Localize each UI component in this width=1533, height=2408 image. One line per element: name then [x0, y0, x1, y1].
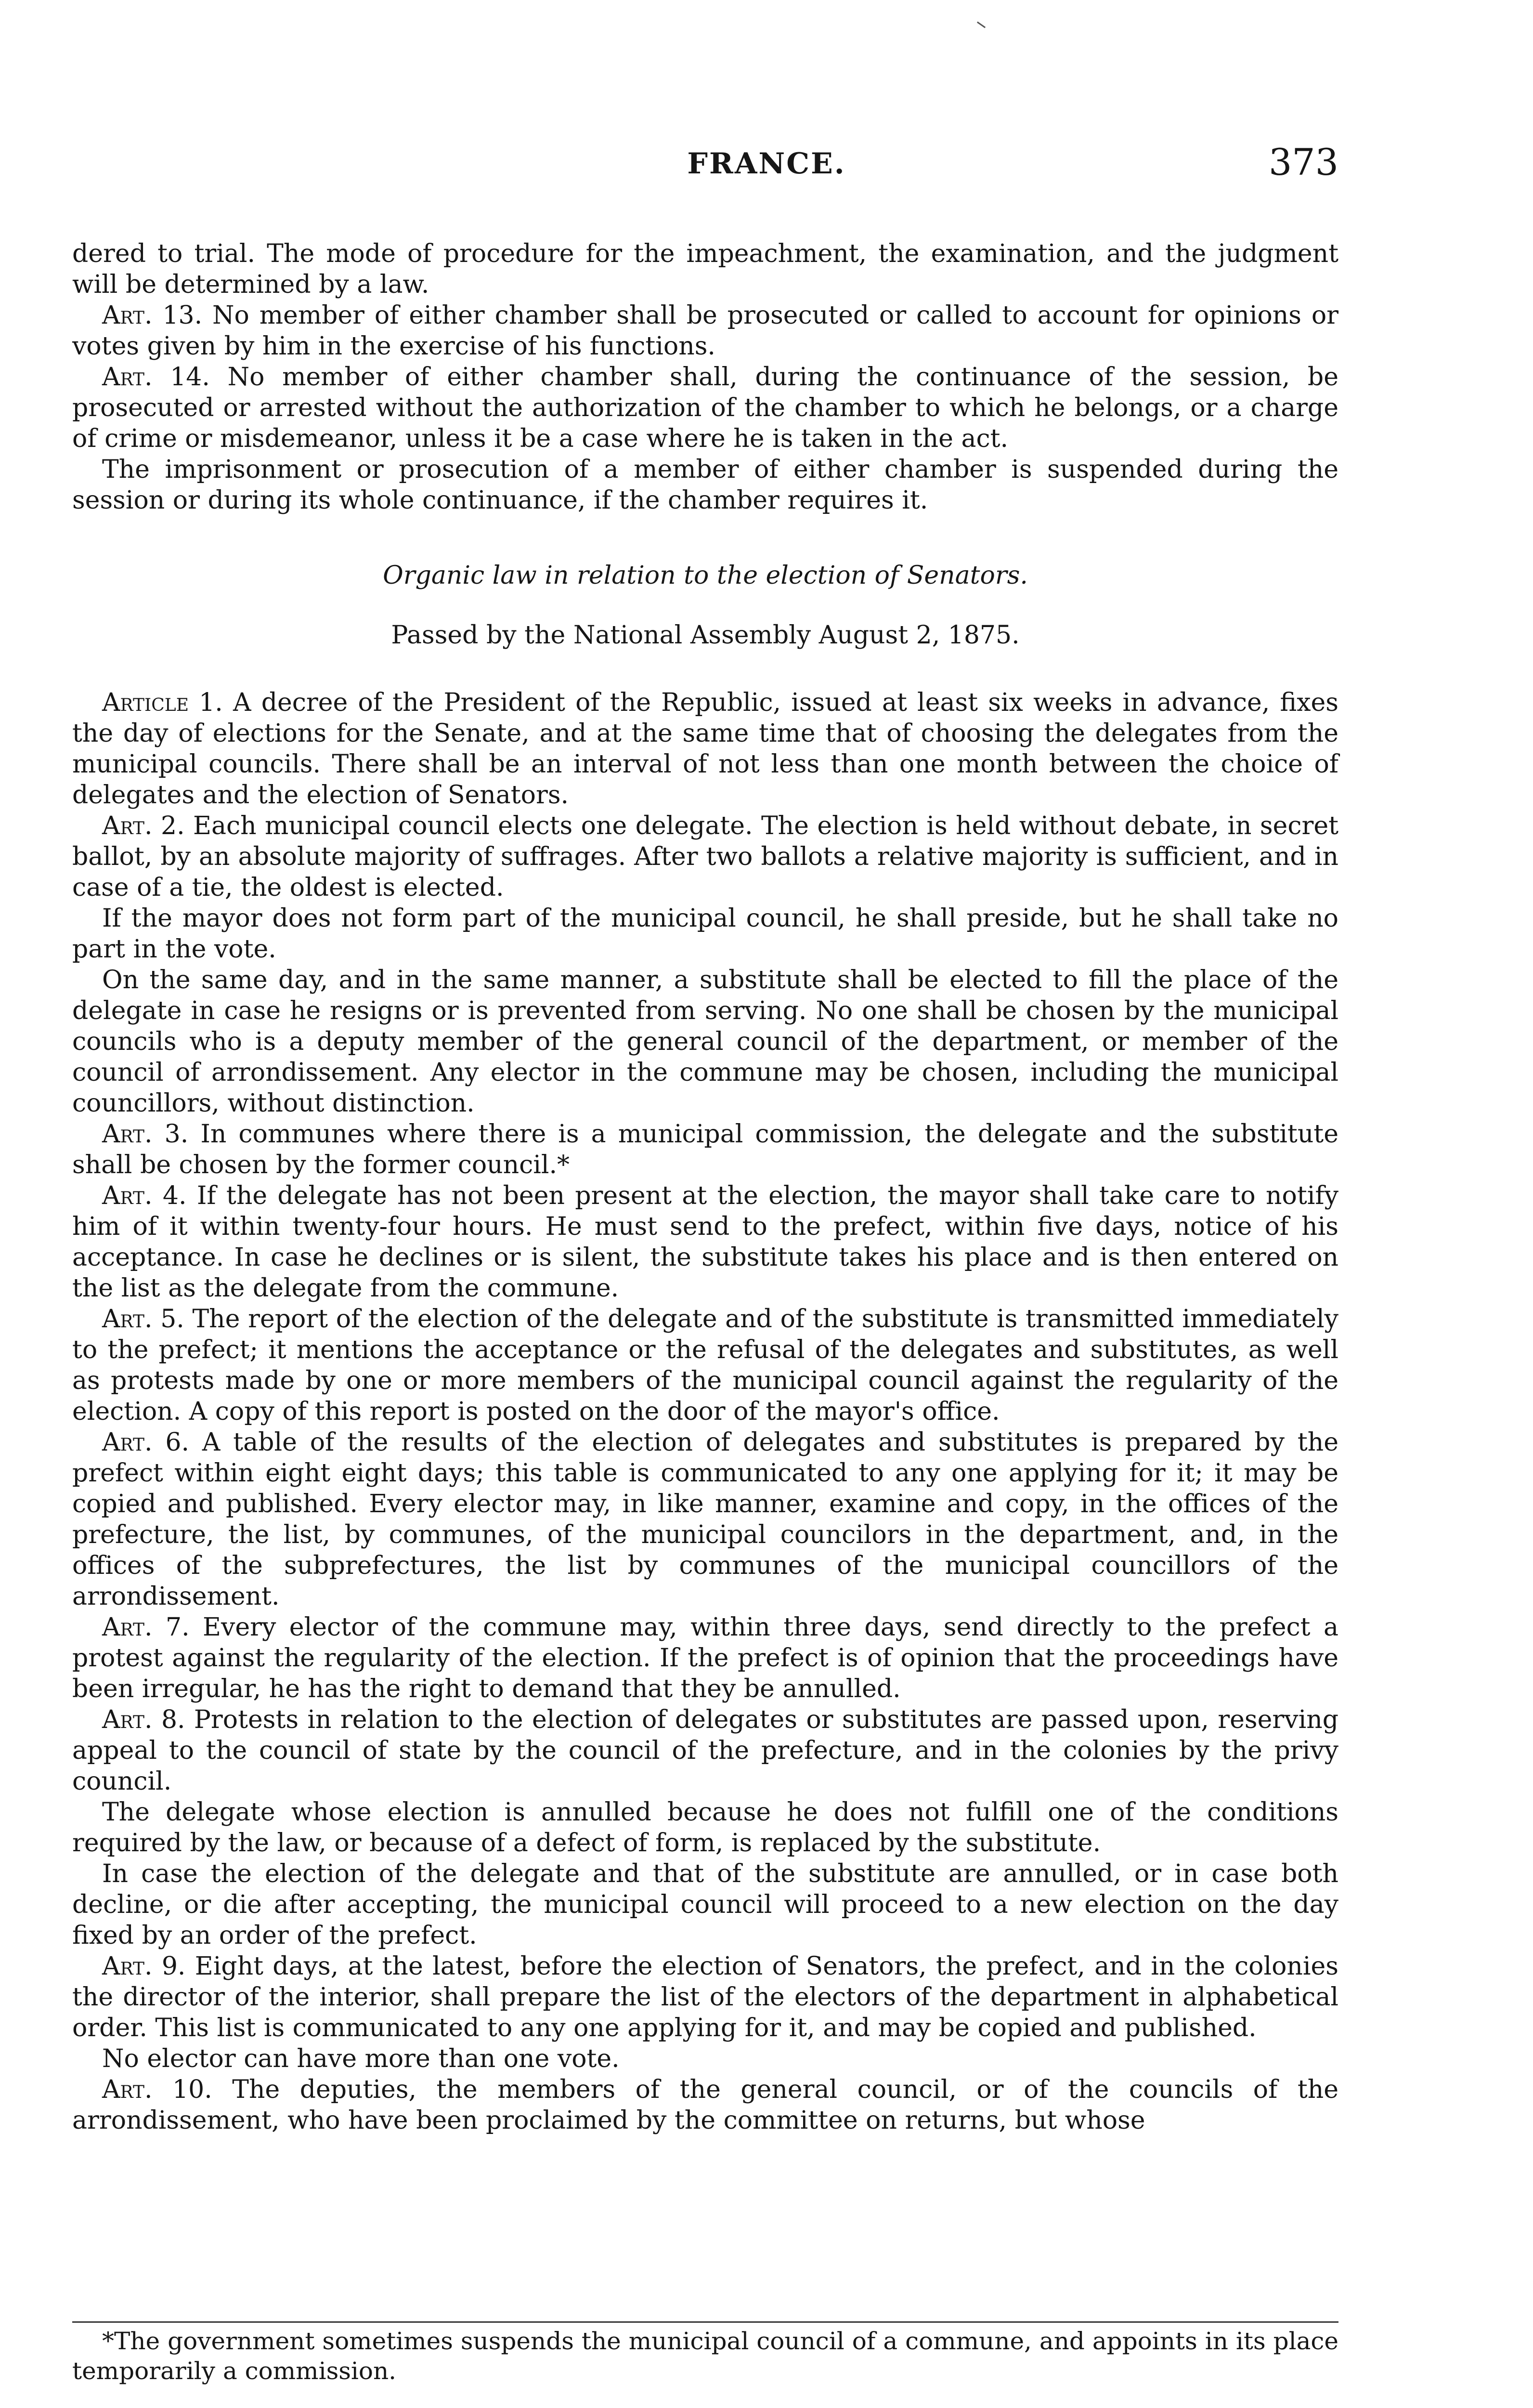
footnote — [72, 2326, 1338, 2386]
article-14 — [72, 362, 1338, 454]
paragraph-text: If the mayor does not form part of the municipal council, he shall preside, but he shall take no part in the vote. — [72, 904, 1338, 964]
article-label: Art. 14. — [102, 363, 210, 392]
article-9-paragraph-2 — [72, 2043, 1338, 2074]
article-7 — [72, 1612, 1338, 1704]
paragraph-text: The imprisonment or prosecution of a member of either chamber is suspended during the session or during its whole continuance, if the chamber requires it. — [72, 455, 1338, 515]
article-text: If the delegate has not been present at the election, the mayor shall take care to notify him of it within twenty-four hours. He must send to the prefect, within five days, notice of his acceptance. In case he declines or is silent, the substitute takes his place and is then entered on the list as the delegate from the commune. — [72, 1181, 1338, 1303]
article-9 — [72, 1951, 1338, 2043]
article-10 — [72, 2074, 1338, 2136]
article-text: No member of either chamber shall, during the continuance of the session, be prosecuted or arrested without the authorization of the chamber to which he belongs, or a charge of crime or misdemeanor, unless it be a case where he is taken in the act. — [72, 363, 1338, 453]
article-6 — [72, 1427, 1338, 1612]
article-8 — [72, 1704, 1338, 1797]
article-label: Art. 10. — [102, 2075, 212, 2104]
article-8-paragraph-3 — [72, 1858, 1338, 1951]
article-label: Art. 9. — [102, 1952, 186, 1981]
footnote-text: *The government sometimes suspends the municipal council of a commune, and appoints in its place temporarily a commission. — [72, 2327, 1338, 2385]
article-label: Art. 5. — [102, 1305, 184, 1334]
article-label: Art. 3. — [102, 1120, 189, 1149]
article-2-paragraph-3 — [72, 965, 1338, 1119]
article-text: Eight days, at the latest, before the election of Senators, the prefect, and in the colonies the director of the interior, shall prepare the list of the electors of the department in alphabetical order. This list is communicated to any one applying for it, and may be copied and published. — [72, 1952, 1338, 2042]
article-4 — [72, 1180, 1338, 1304]
article-3 — [72, 1119, 1338, 1180]
scan-mark — [977, 22, 986, 28]
paragraph-text: In case the election of the delegate and that of the substitute are annulled, or in case both decline, or die after accepting, the municipal council will proceed to a new election on the day fixed by an order of the prefect. — [72, 1859, 1338, 1950]
article-13 — [72, 300, 1338, 362]
passed-date: Passed by the National Assembly August 2, 1875. — [391, 621, 1020, 650]
article-text: Each municipal council elects one delegate. The election is held without debate, in secret ballot, by an absolute majority of suffrages. After two ballots a relative majority is sufficient, and in case of a tie, the oldest is elected. — [72, 811, 1338, 902]
article-label: Article 1. — [102, 688, 223, 717]
article-8-paragraph-2 — [72, 1797, 1338, 1858]
article-text: A decree of the President of the Republic, issued at least six weeks in advance, fixes the day of elections for the Senate, and at the same time that of choosing the delegates from the municipal councils. There shall be an interval of not less than one month between the choice of delegates and the election of Senators. — [72, 688, 1338, 810]
article-text: A table of the results of the election of delegates and substitutes is prepared by the prefect within eight eight days; this table is communicated to any one applying for it; it may be copied and published. Every elector may, in like manner, examine and copy, in the offices of the prefecture, the list, by communes, of the municipal councilors in the department, and, in the offices of the subprefectures, the list by communes of the municipal councillors of the arrondissement. — [72, 1428, 1338, 1611]
article-2-paragraph-2 — [72, 903, 1338, 965]
article-text: Every elector of the commune may, within three days, send directly to the prefect a protest against the regularity of the election. If the prefect is of opinion that the proceedings have been irregular, he has the right to demand that they be annulled. — [72, 1613, 1338, 1703]
running-header-title: FRANCE. — [687, 147, 846, 181]
section-title: Organic law in relation to the election of Senators. — [383, 561, 1028, 590]
article-label: Art. 4. — [102, 1181, 187, 1210]
article-label: Art. 7. — [102, 1613, 190, 1642]
article-text: Protests in relation to the election of delegates or substitutes are passed upon, reserving appeal to the council of state by the council of the prefecture, and in the colonies by the privy council. — [72, 1705, 1338, 1796]
footnote-divider — [72, 2321, 1338, 2323]
paragraph-text: No elector can have more than one vote. — [102, 2044, 620, 2073]
article-text: In communes where there is a municipal commission, the delegate and the substitute shall be chosen by the former council.* — [72, 1120, 1338, 1179]
article-2 — [72, 811, 1338, 903]
article-1 — [72, 687, 1338, 811]
paragraph-text: dered to trial. The mode of procedure for the impeachment, the examination, and the judgment will be determined by a law. — [72, 239, 1338, 299]
article-label: Art. 8. — [102, 1705, 185, 1734]
paragraph-text: The delegate whose election is annulled because he does not fulfill one of the conditions required by the law, or because of a defect of form, is replaced by the substitute. — [72, 1798, 1338, 1858]
continuation-paragraph — [72, 238, 1338, 300]
article-label: Art. 2. — [102, 811, 185, 840]
article-text: No member of either chamber shall be prosecuted or called to account for opinions or votes given by him in the exercise of his functions. — [72, 301, 1339, 361]
article-5 — [72, 1304, 1338, 1427]
page-number: 373 — [1268, 141, 1338, 183]
article-label: Art. 13. — [102, 301, 203, 330]
article-text: The report of the election of the delegate and of the substitute is transmitted immediately to the prefect; it mentions the acceptance or the refusal of the delegates and substitutes, as well as protests made by one or more members of the municipal council against the regularity of the election. A copy of this report is posted on the door of the mayor's office. — [72, 1305, 1338, 1426]
article-text: The deputies, the members of the general council, or of the councils of the arrondissement, who have been proclaimed by the committee on returns, but whose — [72, 2075, 1338, 2135]
article-label: Art. 6. — [102, 1428, 190, 1457]
article-14-paragraph-2 — [72, 454, 1338, 516]
paragraph-text: On the same day, and in the same manner, a substitute shall be elected to fill the place of the delegate in case he resigns or is prevented from serving. No one shall be chosen by the municipal councils who is a deputy member of the general council of the department, or member of the council of arrondissement. Any elector in the commune may be chosen, including the municipal councillors, without distinction. — [72, 966, 1338, 1118]
body-text — [72, 238, 1338, 2136]
